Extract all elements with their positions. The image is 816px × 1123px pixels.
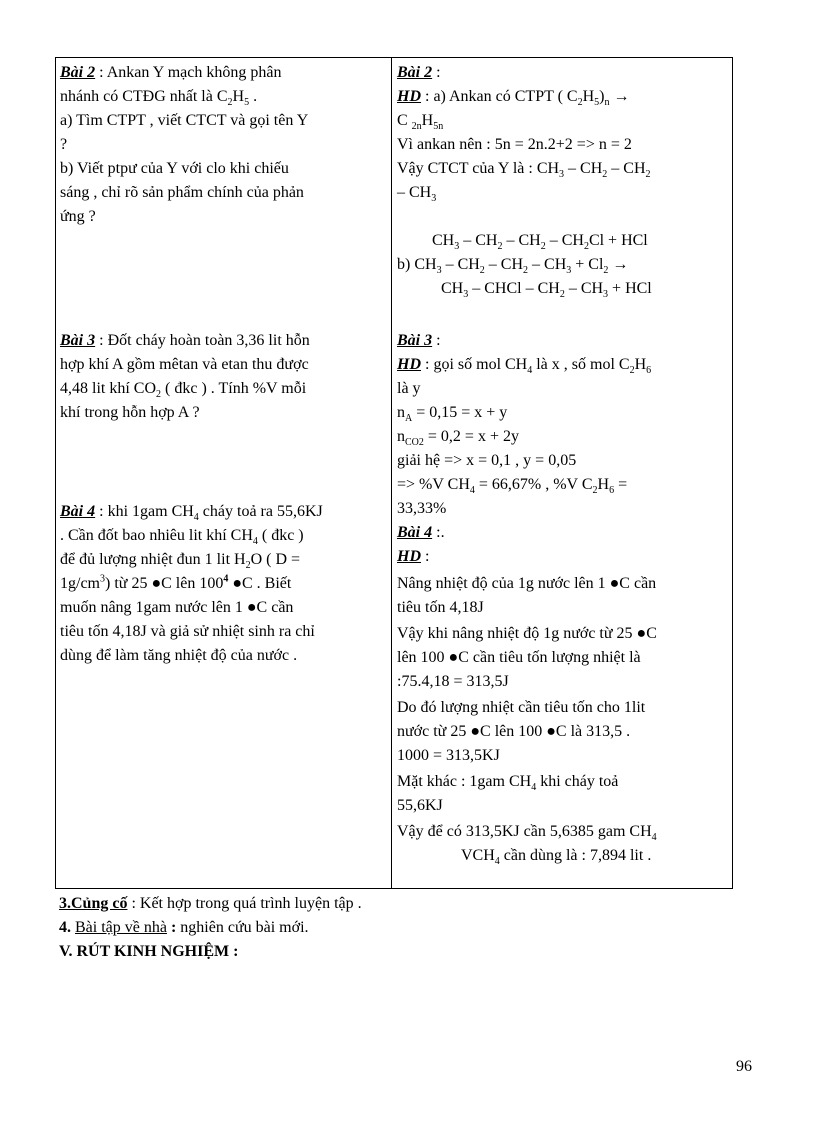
left-bai2-line5: b) Viết ptpư của Y với clo khi chiếu: [60, 160, 289, 177]
right-bai4-l4: lên 100 ●C cần tiêu tốn lượng nhiệt là: [397, 649, 641, 666]
right-bai2-l7: b) $CH_3 - CH_2 - CH_2 - CH_3 + Cl_2$ →: [397, 256, 629, 277]
right-bai4-l1: Nâng nhiệt độ của 1g nước lên 1 ●C cần: [397, 575, 657, 592]
right-bai3-l4: $n_{CO2} = 0,2 = x + 2y$: [397, 428, 519, 449]
right-bai4-hd: HD :: [397, 548, 430, 565]
right-bai2-l3: Vì ankan nên : 5n = 2n.2+2 => n = 2: [397, 136, 632, 153]
left-bai4-line5: muốn nâng 1gam nước lên 1 ●C cần: [60, 599, 294, 616]
column-divider: [391, 58, 392, 888]
right-bai4-l11: Vậy để có 313,5KJ cần 5,6385 gam $CH_4$: [397, 823, 657, 844]
right-bai4-l5: :75.4,18 = 313,5J: [397, 673, 509, 690]
left-bai4-line7: dùng để làm tăng nhiệt độ của nước .: [60, 647, 298, 664]
left-bai4-line6: tiêu tốn 4,18J và giả sử nhiệt sinh ra chỉ: [60, 623, 315, 640]
right-bai3-l6: => %V $CH_4 = 66,67\%$ , %V $C_2H_6$ =: [397, 476, 628, 497]
left-bai3-line1: Bài 3 : Đốt cháy hoàn toàn 3,36 lit hỗn: [60, 332, 310, 349]
left-bai3-line3: 4,48 lit khí $CO_2$ ( đkc ) . Tính %V mỗi: [60, 380, 307, 401]
right-bai3-title: Bài 3 :: [397, 332, 441, 349]
lesson-table: [55, 57, 733, 889]
left-bai3-line2: hợp khí A gồm mêtan và etan thu được: [60, 356, 309, 373]
right-bai3-l1: HD : gọi số mol $CH_4$ là x , số mol $C_2H_6$: [397, 356, 652, 377]
right-bai2-title: Bài 2 :: [397, 64, 441, 81]
cung-co-line: 3.Củng cố : Kết hợp trong quá trình luyện tập .: [59, 895, 362, 912]
right-bai4-l8: 1000 = 313,5KJ: [397, 747, 500, 764]
right-bai2-l1: HD : a) Ankan có CTPT ( $C_2H_5)_n$ →: [397, 88, 630, 109]
right-bai2-l5: – $CH_3$: [397, 184, 437, 205]
right-bai4-l9: Mặt khác : 1gam $CH_4$ khi cháy toả: [397, 773, 619, 794]
right-bai2-l4: Vậy CTCT của Y là : $CH_3 - CH_2 - CH_2$: [397, 160, 651, 181]
left-bai4-line1: Bài 4 : khi 1gam $CH_4$ cháy toả ra 55,6KJ: [60, 503, 323, 524]
left-bai4-line4: $1g/cm^3$) từ 25 ●C lên $100^4$ ●C . Biết: [60, 573, 292, 592]
left-bai2-line1: Bài 2 : Ankan Y mạch không phân: [60, 64, 282, 81]
right-bai4-l6: Do đó lượng nhiệt cần tiêu tốn cho 1lit: [397, 699, 646, 716]
left-bai2-line2: nhánh có CTĐG nhất là $C_2H_5$ .: [60, 88, 258, 109]
right-bai4-l12: $VCH_4$ cần dùng là : 7,894 lit .: [461, 847, 652, 868]
left-bai2-line6: sáng , chỉ rõ sản phẩm chính của phản: [60, 184, 304, 201]
left-bai3-line4: khí trong hỗn hợp A ?: [60, 404, 200, 421]
right-bai3-l2: là y: [397, 380, 421, 397]
right-bai4-l3: Vậy khi nâng nhiệt độ 1g nước từ 25 ●C: [397, 625, 657, 642]
left-bai2-line7: ứng ?: [60, 208, 96, 225]
right-bai4-l10: 55,6KJ: [397, 797, 443, 814]
right-bai4-l2: tiêu tốn 4,18J: [397, 599, 484, 616]
right-bai2-l6: $CH_3 - CH_2 - CH_2 - CH_2Cl$ + HCl: [432, 232, 648, 253]
page-number: 96: [736, 1058, 752, 1075]
right-bai3-l7: 33,33%: [397, 500, 447, 517]
right-bai2-l2: C $_{2n}H_{5n}$: [397, 112, 444, 133]
left-bai4-line3: để đủ lượng nhiệt đun 1 lit $H_2O$ ( D =: [60, 551, 301, 572]
right-bai2-l8: $CH_3$ – CHCl – $CH_2 - CH_3$ + HCl: [441, 280, 652, 301]
right-bai4-title: Bài 4 :.: [397, 524, 445, 541]
right-bai3-l5: giải hệ => x = 0,1 , y = 0,05: [397, 452, 577, 469]
left-bai2-line3: a) Tìm CTPT , viết CTCT và gọi tên Y: [60, 112, 309, 129]
rut-kinh-nghiem-heading: V. RÚT KINH NGHIỆM :: [59, 943, 239, 960]
right-bai4-l7: nước từ 25 ●C lên 100 ●C là 313,5 .: [397, 723, 631, 740]
bai-tap-ve-nha-line: 4. Bài tập về nhà : nghiên cứu bài mới.: [59, 919, 309, 936]
right-bai3-l3: $n_A = 0,15 = x + y$: [397, 404, 508, 425]
left-bai4-line2: . Cần đốt bao nhiêu lit khí $CH_4$ ( đkc ): [60, 527, 304, 548]
left-bai2-line4: ?: [60, 136, 68, 153]
